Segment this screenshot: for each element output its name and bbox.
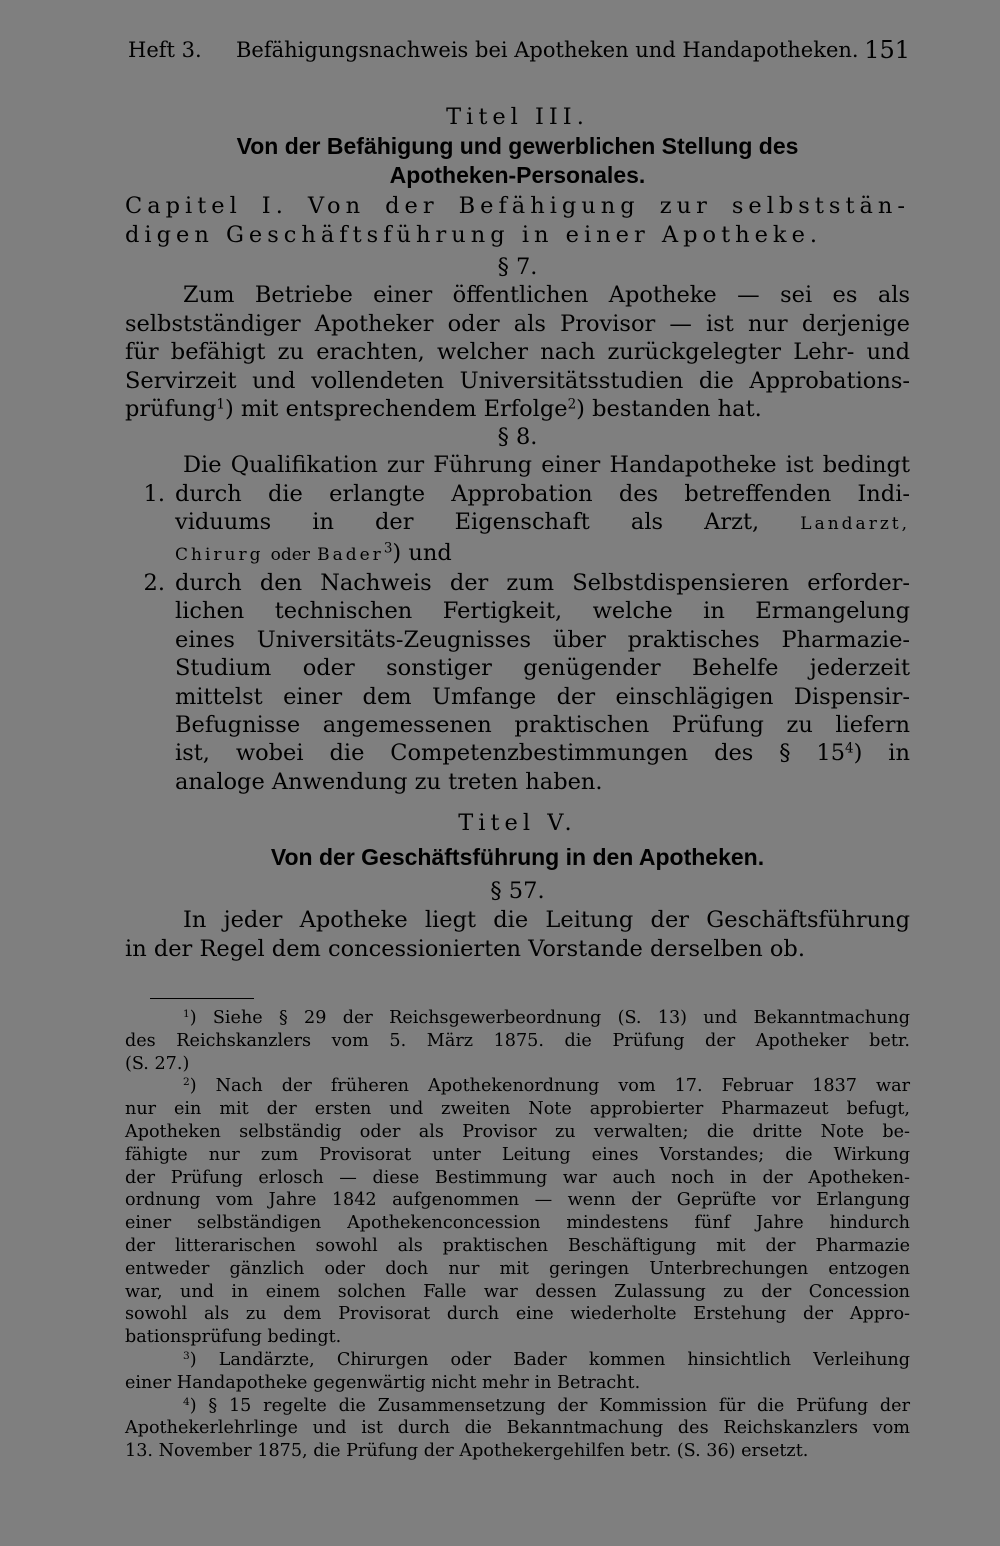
list-item-line: Studium oder sonstiger genügender Behelfe jederzeit: [175, 655, 910, 682]
text-run: ) bestanden hat.: [576, 396, 762, 423]
paragraph-7-line: Servirzeit und vollendeten Universitätsstudien die Approbations-: [125, 367, 910, 394]
spaced-text: Chirurg: [175, 544, 264, 565]
paragraph-7-last-line: [125, 395, 910, 423]
footnote-marker: 2: [183, 1076, 190, 1089]
titel-3-label: Titel III.: [446, 104, 589, 130]
spaced-text: Landarzt,: [800, 514, 911, 535]
running-title: Befähigungsnachweis bei Apotheken und Handapotheken.: [236, 38, 859, 62]
footnote-2-line: fähigte nur zum Provisorat unter Leitung eines Vorstandes; die Wirkung: [125, 1144, 910, 1165]
footnote-divider: [150, 998, 254, 999]
issue-label: Heft 3.: [128, 38, 202, 62]
running-head: [128, 38, 910, 62]
text-run: ) § 15 regelte die Zusammensetzung der Kommission für die Prüfung der: [189, 1395, 910, 1416]
list-item-line: analoge Anwendung zu treten haben.: [175, 768, 603, 795]
text-run: ) in: [853, 740, 910, 767]
footnote-ref: 2: [567, 396, 577, 413]
footnote-4-line: 13. November 1875, die Prüfung der Apothekergehilfen betr. (S. 36) ersetzt.: [125, 1441, 809, 1462]
paragraph-7-line: selbstständiger Apotheker oder als Provisor — ist nur derjenige: [125, 310, 910, 337]
list-item: [125, 480, 910, 569]
paragraph-57-line: in der Regel dem concessionierten Vorstande derselben ob.: [125, 936, 805, 962]
footnote-4-line: [125, 1395, 910, 1418]
list-item-line: mittelst einer dem Umfange der einschlägigen Dispensir-: [175, 683, 910, 710]
footnote-ref: 1: [216, 396, 225, 413]
titel-5-section: [125, 808, 910, 964]
titel-5-label: Titel V.: [458, 810, 577, 836]
footnote-2-line: Apotheken selbständig oder als Provisor zu verwalten; die dritte Note be-: [125, 1121, 910, 1142]
capitel-1-line1: Capitel I. Von der Befähigung zur selbststän-: [125, 193, 910, 219]
list-item-line: Befugnisse angemessenen praktischen Prüfung zu liefern: [175, 712, 910, 739]
footnote-2-line: war, und in einem solchen Falle war dessen Zulassung zu der Concession: [125, 1281, 910, 1302]
footnotes: [125, 1007, 910, 1463]
text-run: viduums in der Eigenschaft als Arzt,: [175, 509, 760, 536]
paragraph-7-line: Zum Betriebe einer öffentlichen Apotheke — sei es als: [183, 282, 910, 309]
text-run: ) Siehe § 29 der Reichsgewerbeordnung (S. 13) und Bekanntmachung: [189, 1008, 910, 1028]
paragraph-8-intro: Die Qualifikation zur Führung einer Handapotheke ist bedingt: [183, 452, 910, 479]
paragraph-7-line: für befähigt zu erachten, welcher nach zurückgelegter Lehr- und: [125, 339, 910, 366]
list-item-line: lichen technischen Fertigkeit, welche in Ermangelung: [175, 598, 910, 625]
paragraph-57-label: § 57.: [490, 878, 545, 904]
titel-3-heading-line1: Von der Befähigung und gewerblichen Stellung des: [236, 133, 799, 159]
list-item-line: [175, 739, 910, 767]
footnote-2-line: ordnung vom Jahre 1842 aufgenommen — wenn der Geprüfte vor Erlangung: [125, 1190, 910, 1211]
footnote-2-line: entweder gänzlich oder doch nur mit geringen Unterbrechungen entzogen: [125, 1258, 910, 1279]
titel-3-section: [125, 103, 910, 249]
footnote-2-line: sowohl als zu dem Provisorat durch eine wiederholte Erstehung der Appro-: [125, 1304, 910, 1325]
footnote-marker: 1: [183, 1008, 190, 1021]
footnote-1-line: des Reichskanzlers vom 5. März 1875. die Prüfung der Apotheker betr.: [125, 1030, 910, 1051]
footnote-1-line: (S. 27.): [125, 1053, 190, 1074]
text-run: prüfung: [125, 396, 217, 423]
footnote-2-line: [125, 1075, 910, 1098]
paragraph-7-label: § 7.: [497, 254, 538, 280]
list-number: 1.: [143, 480, 165, 507]
text-run: ist, wobei die Competenzbestimmungen des § 15: [175, 740, 846, 767]
footnote-2-line: der litterarischen sowohl als praktischen Beschäftigung mit der Pharmazie: [125, 1235, 910, 1256]
footnote-ref: 4: [845, 741, 854, 758]
list-item-line: durch den Nachweis der zum Selbstdispensieren erforder-: [175, 570, 910, 597]
footnote-3-line: einer Handapotheke gegenwärtig nicht mehr in Betracht.: [125, 1372, 641, 1393]
footnote-2-line: der Prüfung erlosch — diese Bestimmung war auch noch in der Apotheken-: [125, 1167, 910, 1188]
footnote-2-line: einer selbständigen Apothekenconcession mindestens fünf Jahre hindurch: [125, 1213, 910, 1234]
footnote-1-line: [125, 1007, 910, 1030]
text-run: ) und: [392, 539, 452, 566]
titel-5-heading: Von der Geschäftsführung in den Apotheken.: [270, 844, 765, 870]
footnote-3-line: [125, 1349, 910, 1372]
footnote-ref: 3: [383, 540, 393, 557]
footnote-marker: 3: [183, 1350, 190, 1363]
titel-3-heading-line2: Apotheken-Personales.: [389, 162, 646, 188]
list-number: 2.: [143, 570, 165, 597]
list-item-line: eines Universitäts-Zeugnisses über praktisches Pharmazie-: [175, 626, 910, 653]
paragraph-8-label: § 8.: [497, 424, 538, 450]
list-item-line: [175, 539, 910, 569]
spaced-text: Bader: [317, 544, 384, 565]
list-item: [125, 569, 910, 796]
footnote-2-line: bationsprüfung bedingt.: [125, 1327, 342, 1348]
list-item-line: [175, 508, 910, 538]
paragraph-8: [125, 423, 910, 796]
footnote-2-line: nur ein mit der ersten und zweiten Note approbierter Pharmazeut befugt,: [125, 1099, 910, 1120]
text-run: oder: [270, 544, 310, 565]
page-number: 151: [864, 36, 910, 64]
paragraph-7: [125, 253, 910, 423]
text-run: ) Landärzte, Chirurgen oder Bader kommen hinsichtlich Verleihung: [189, 1349, 910, 1370]
capitel-1-line2: digen Geschäftsführung in einer Apotheke.: [125, 222, 823, 248]
footnote-4-line: Apothekerlehrlinge und ist durch die Bekanntmachung des Reichskanzlers vom: [125, 1418, 910, 1439]
list-item-line: durch die erlangte Approbation des betreffenden Indi-: [175, 480, 910, 507]
text-run: ) Nach der früheren Apothekenordnung vom 17. Februar 1837 war: [189, 1076, 910, 1097]
paragraph-57-line: In jeder Apotheke liegt die Leitung der Geschäftsführung: [183, 907, 910, 933]
footnote-marker: 4: [183, 1395, 190, 1408]
text-run: ) mit entsprechendem Erfolge: [224, 396, 568, 423]
